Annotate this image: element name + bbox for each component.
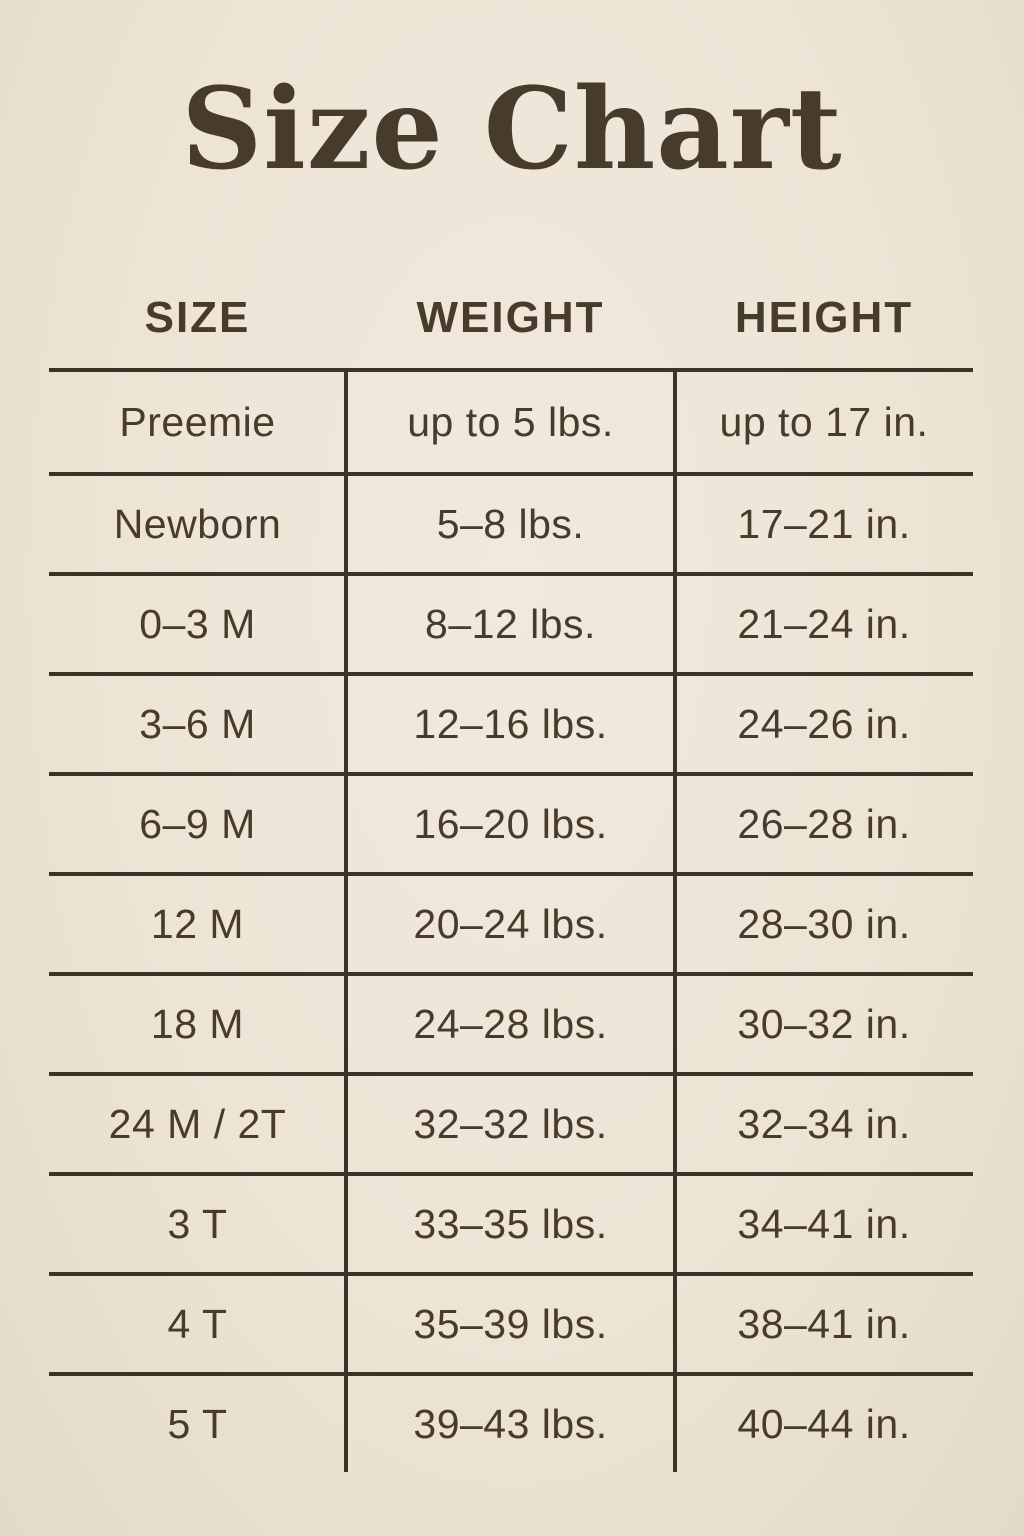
height-cell: 40–44 in. — [737, 1400, 911, 1447]
table-row — [49, 872, 973, 972]
size-cell: 12 M — [150, 900, 245, 947]
table-row — [49, 772, 973, 872]
size-cell: 3–6 M — [139, 700, 256, 747]
column-header-size: SIZE — [144, 293, 251, 342]
height-cell: 30–32 in. — [737, 1000, 911, 1047]
height-cell: up to 17 in. — [719, 398, 929, 445]
weight-cell: 35–39 lbs. — [413, 1300, 608, 1347]
height-cell: 26–28 in. — [737, 800, 911, 847]
size-cell: Newborn — [113, 500, 282, 547]
weight-cell: 16–20 lbs. — [413, 800, 608, 847]
size-cell: 6–9 M — [139, 800, 256, 847]
size-cell: 18 M — [150, 1000, 245, 1047]
weight-cell: 12–16 lbs. — [413, 700, 608, 747]
height-cell: 28–30 in. — [737, 900, 911, 947]
column-divider-right — [673, 372, 677, 1472]
size-cell: 5 T — [167, 1400, 228, 1447]
table-body — [49, 368, 973, 1472]
table-row — [49, 372, 973, 472]
column-header-weight: WEIGHT — [416, 293, 605, 342]
size-cell: 24 M / 2T — [108, 1100, 287, 1147]
weight-cell: 8–12 lbs. — [425, 600, 596, 647]
size-cell: 4 T — [167, 1300, 228, 1347]
weight-cell: 20–24 lbs. — [413, 900, 608, 947]
height-cell: 17–21 in. — [737, 500, 911, 547]
weight-cell: 39–43 lbs. — [413, 1400, 608, 1447]
height-cell: 34–41 in. — [737, 1200, 911, 1247]
table-row — [49, 1272, 973, 1372]
weight-cell: 32–32 lbs. — [413, 1100, 608, 1147]
height-cell: 24–26 in. — [737, 700, 911, 747]
table-header-row — [49, 268, 973, 368]
table-row — [49, 1072, 973, 1172]
weight-cell: 5–8 lbs. — [436, 500, 585, 547]
size-chart-table — [49, 268, 973, 1472]
table-row — [49, 972, 973, 1072]
table-row — [49, 672, 973, 772]
weight-cell: 33–35 lbs. — [413, 1200, 608, 1247]
page-title: Size Chart — [181, 64, 843, 195]
height-cell: 32–34 in. — [737, 1100, 911, 1147]
table-row — [49, 472, 973, 572]
size-cell: Preemie — [119, 398, 276, 445]
height-cell: 38–41 in. — [737, 1300, 911, 1347]
size-cell: 0–3 M — [139, 600, 256, 647]
weight-cell: up to 5 lbs. — [407, 398, 614, 445]
weight-cell: 24–28 lbs. — [413, 1000, 608, 1047]
height-cell: 21–24 in. — [737, 600, 911, 647]
table-row — [49, 572, 973, 672]
table-row — [49, 1172, 973, 1272]
table-row — [49, 1372, 973, 1472]
size-cell: 3 T — [167, 1200, 228, 1247]
column-divider-left — [344, 372, 348, 1472]
column-header-height: HEIGHT — [734, 293, 914, 342]
